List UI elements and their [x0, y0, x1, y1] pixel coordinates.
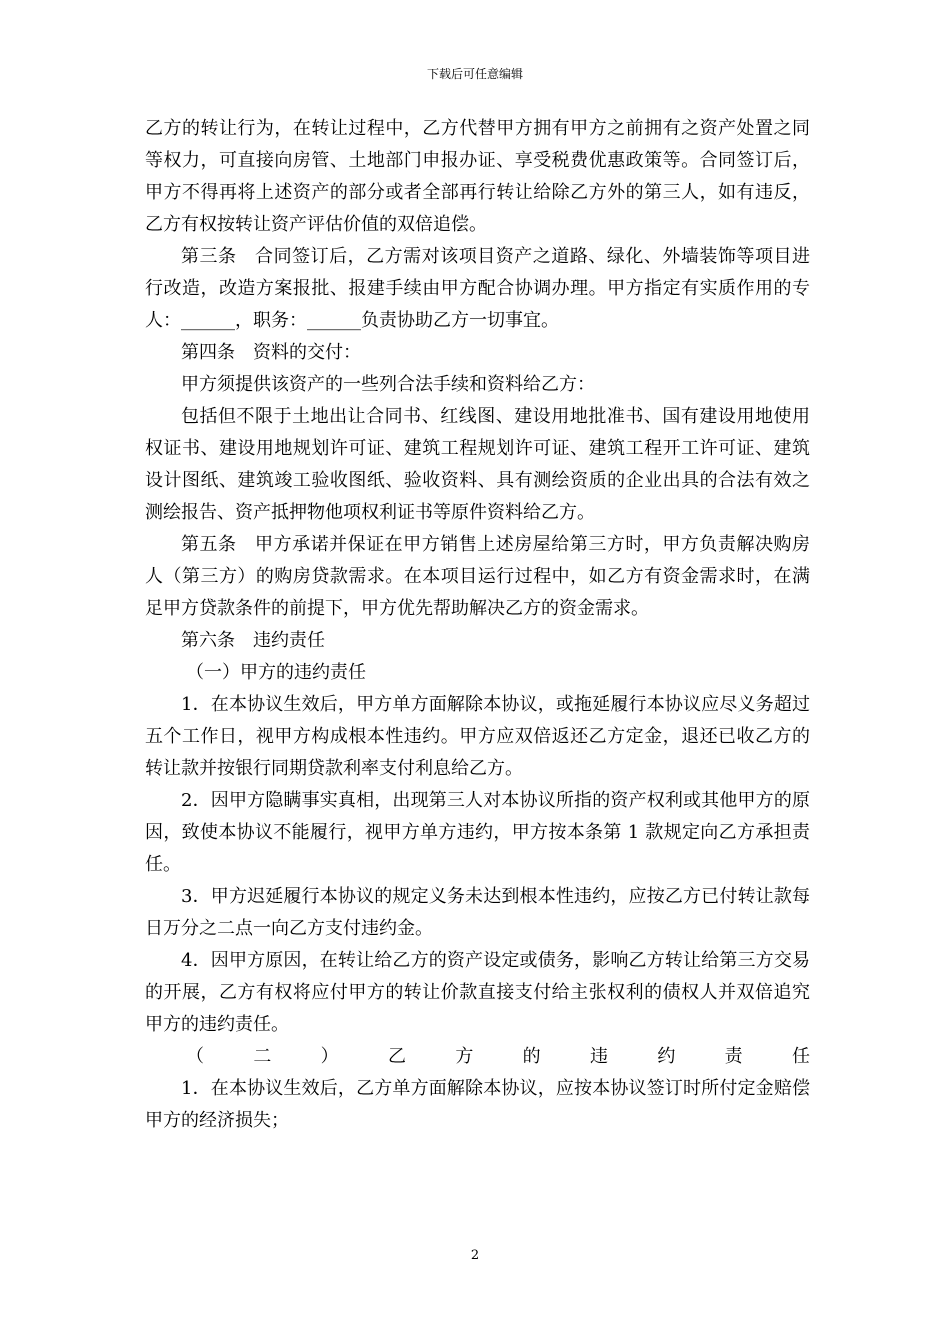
- paragraph-party-a-liability-heading: （一）甲方的违约责任: [186, 662, 366, 683]
- paragraph-article-5: 第五条 甲方承诺并保证在甲方销售上述房屋给第三方时，甲方负责解决购房人（第三方）的购房贷款需求。在本项目运行过程中，如乙方有资金需求时，在满足甲方贷款条件的前提下，甲方优先帮助解决乙方的资金需求。: [145, 534, 810, 619]
- paragraph-article-6-heading: 第六条 违约责任: [181, 630, 325, 651]
- paragraph-article-4-heading: 第四条 资料的交付：: [181, 342, 361, 363]
- paragraph-article-4-documents: 包括但不限于土地出让合同书、红线图、建设用地批准书、国有建设用地使用权证书、建设用地规划许可证、建筑工程规划许可证、建筑工程开工许可证、建筑设计图纸、建筑竣工验收图纸、验收资料、具有测绘资质的企业出具的合法有效之测绘报告、资产抵押物他项权利证书等原件资料给乙方。: [145, 406, 810, 523]
- document-body: [145, 113, 810, 1137]
- page-header: 下载后可任意编辑: [426, 67, 523, 81]
- page-number: 2: [470, 1248, 480, 1263]
- paragraph-article-3: 第三条 合同签订后，乙方需对该项目资产之道路、绿化、外墙装饰等项目进行改造，改造方案报批、报建手续由甲方配合协调办理。甲方指定有实质作用的专人：______，职务：______负责协助乙方一切事宜。: [145, 246, 810, 331]
- paragraph-party-a-item-1: 1．在本协议生效后，甲方单方面解除本协议，或拖延履行本协议应尽义务超过五个工作日，视甲方构成根本性违约。甲方应双倍返还乙方定金，退还已收乙方的转让款并按银行同期贷款利率支付利息给乙方。: [145, 694, 810, 779]
- paragraph-party-a-item-2: 2．因甲方隐瞒事实真相，出现第三人对本协议所指的资产权利或其他甲方的原因，致使本协议不能履行，视甲方单方违约，甲方按本条第 1 款规定向乙方承担责任。: [145, 790, 810, 875]
- paragraph-party-a-item-3: 3．甲方迟延履行本协议的规定义务未达到根本性违约，应按乙方已付转让款每日万分之二点一向乙方支付违约金。: [145, 886, 810, 939]
- paragraph-transfer-rights: 乙方的转让行为，在转让过程中，乙方代替甲方拥有甲方之前拥有之资产处置之同等权力，可直接向房管、土地部门申报办证、享受税费优惠政策等。合同签订后，甲方不得再将上述资产的部分或者全部再行转让给除乙方外的第三人，如有违反，乙方有权按转让资产评估价值的双倍追偿。: [145, 118, 810, 235]
- paragraph-party-b-liability-heading: （二）乙方的违约责任: [186, 1046, 810, 1067]
- paragraph-party-a-item-4: 4．因甲方原因，在转让给乙方的资产设定或债务，影响乙方转让给第三方交易的开展，乙方有权将应付甲方的转让价款直接支付给主张权利的债权人并双倍追究甲方的违约责任。: [145, 950, 810, 1035]
- paragraph-party-b-item-1: 1．在本协议生效后，乙方单方面解除本协议，应按本协议签订时所付定金赔偿甲方的经济损失；: [145, 1078, 810, 1131]
- paragraph-article-4-intro: 甲方须提供该资产的一些列合法手续和资料给乙方：: [181, 374, 595, 395]
